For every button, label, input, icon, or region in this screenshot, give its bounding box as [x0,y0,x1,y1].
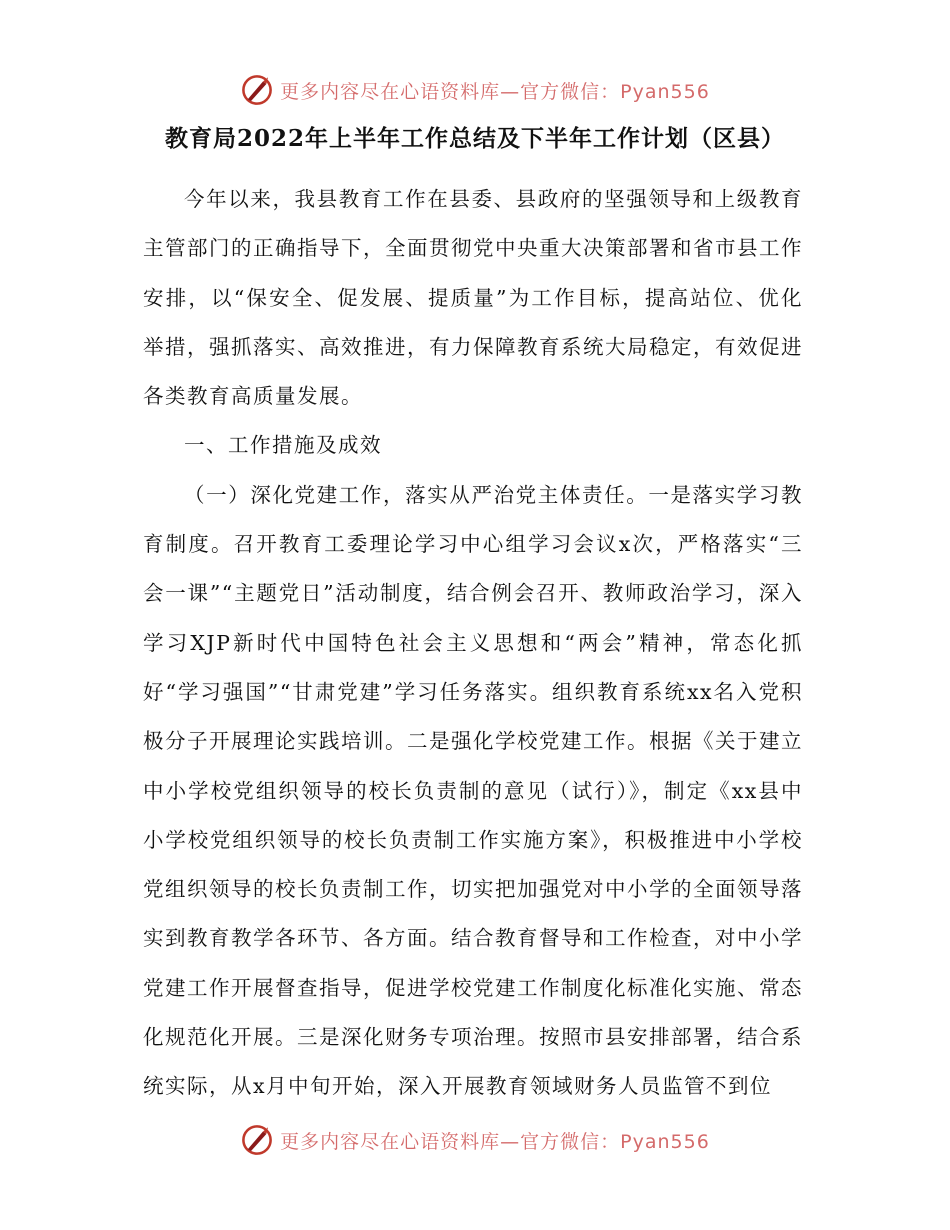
banner-text: 更多内容尽在心语资料库—官方微信：Pyan556 [280,80,710,103]
banner-text: 更多内容尽在心语资料库—官方微信：Pyan556 [280,1130,710,1153]
quill-pen-circle-icon [240,73,274,107]
document-body [143,175,803,1112]
header-watermark-banner [0,70,950,110]
intro-paragraph: 今年以来，我县教育工作在县委、县政府的坚强领导和上级教育主管部门的正确指导下，全面贯彻党中央重大决策部署和省市县工作安排，以“保安全、促发展、提质量”为工作目标，提高站位、优化举措，强抓落实、高效推进，有力保障教育系统大局稳定，有效促进各类教育高质量发展。 [143,187,803,409]
document-title: 教育局2022年上半年工作总结及下半年工作计划（区县） [164,125,785,152]
footer-watermark-banner [0,1120,950,1160]
body-paragraph: （一）深化党建工作，落实从严治党主体责任。一是落实学习教育制度。召开教育工委理论学习中心组学习会议x次，严格落实“三会一课”“主题党日”活动制度，结合例会召开、教师政治学习，深入学习XJP新时代中国特色社会主义思想和“两会”精神，常态化抓好“学习强国”“甘肃党建”学习任务落实。组织教育系统xx名入党积极分子开展理论实践培训。二是强化学校党建工作。根据《关于建立中小学校党组织领导的校长负责制的意见（试行）》，制定《xx县中小学校党组织领导的校长负责制工作实施方案》，积极推进中小学校党组织领导的校长负责制工作，切实把加强党对中小学的全面领导落实到教育教学各环节、各方面。结合教育督导和工作检查，对中小学党建工作开展督查指导，促进学校党建工作制度化标准化实施、常态化规范化开展。三是深化财务专项治理。按照市县安排部署，结合系统实际，从x月中旬开始，深入开展教育领域财务人员监管不到位 [143,482,803,1099]
quill-pen-circle-icon [240,1123,274,1157]
section-heading: 一、工作措施及成效 [184,433,382,458]
